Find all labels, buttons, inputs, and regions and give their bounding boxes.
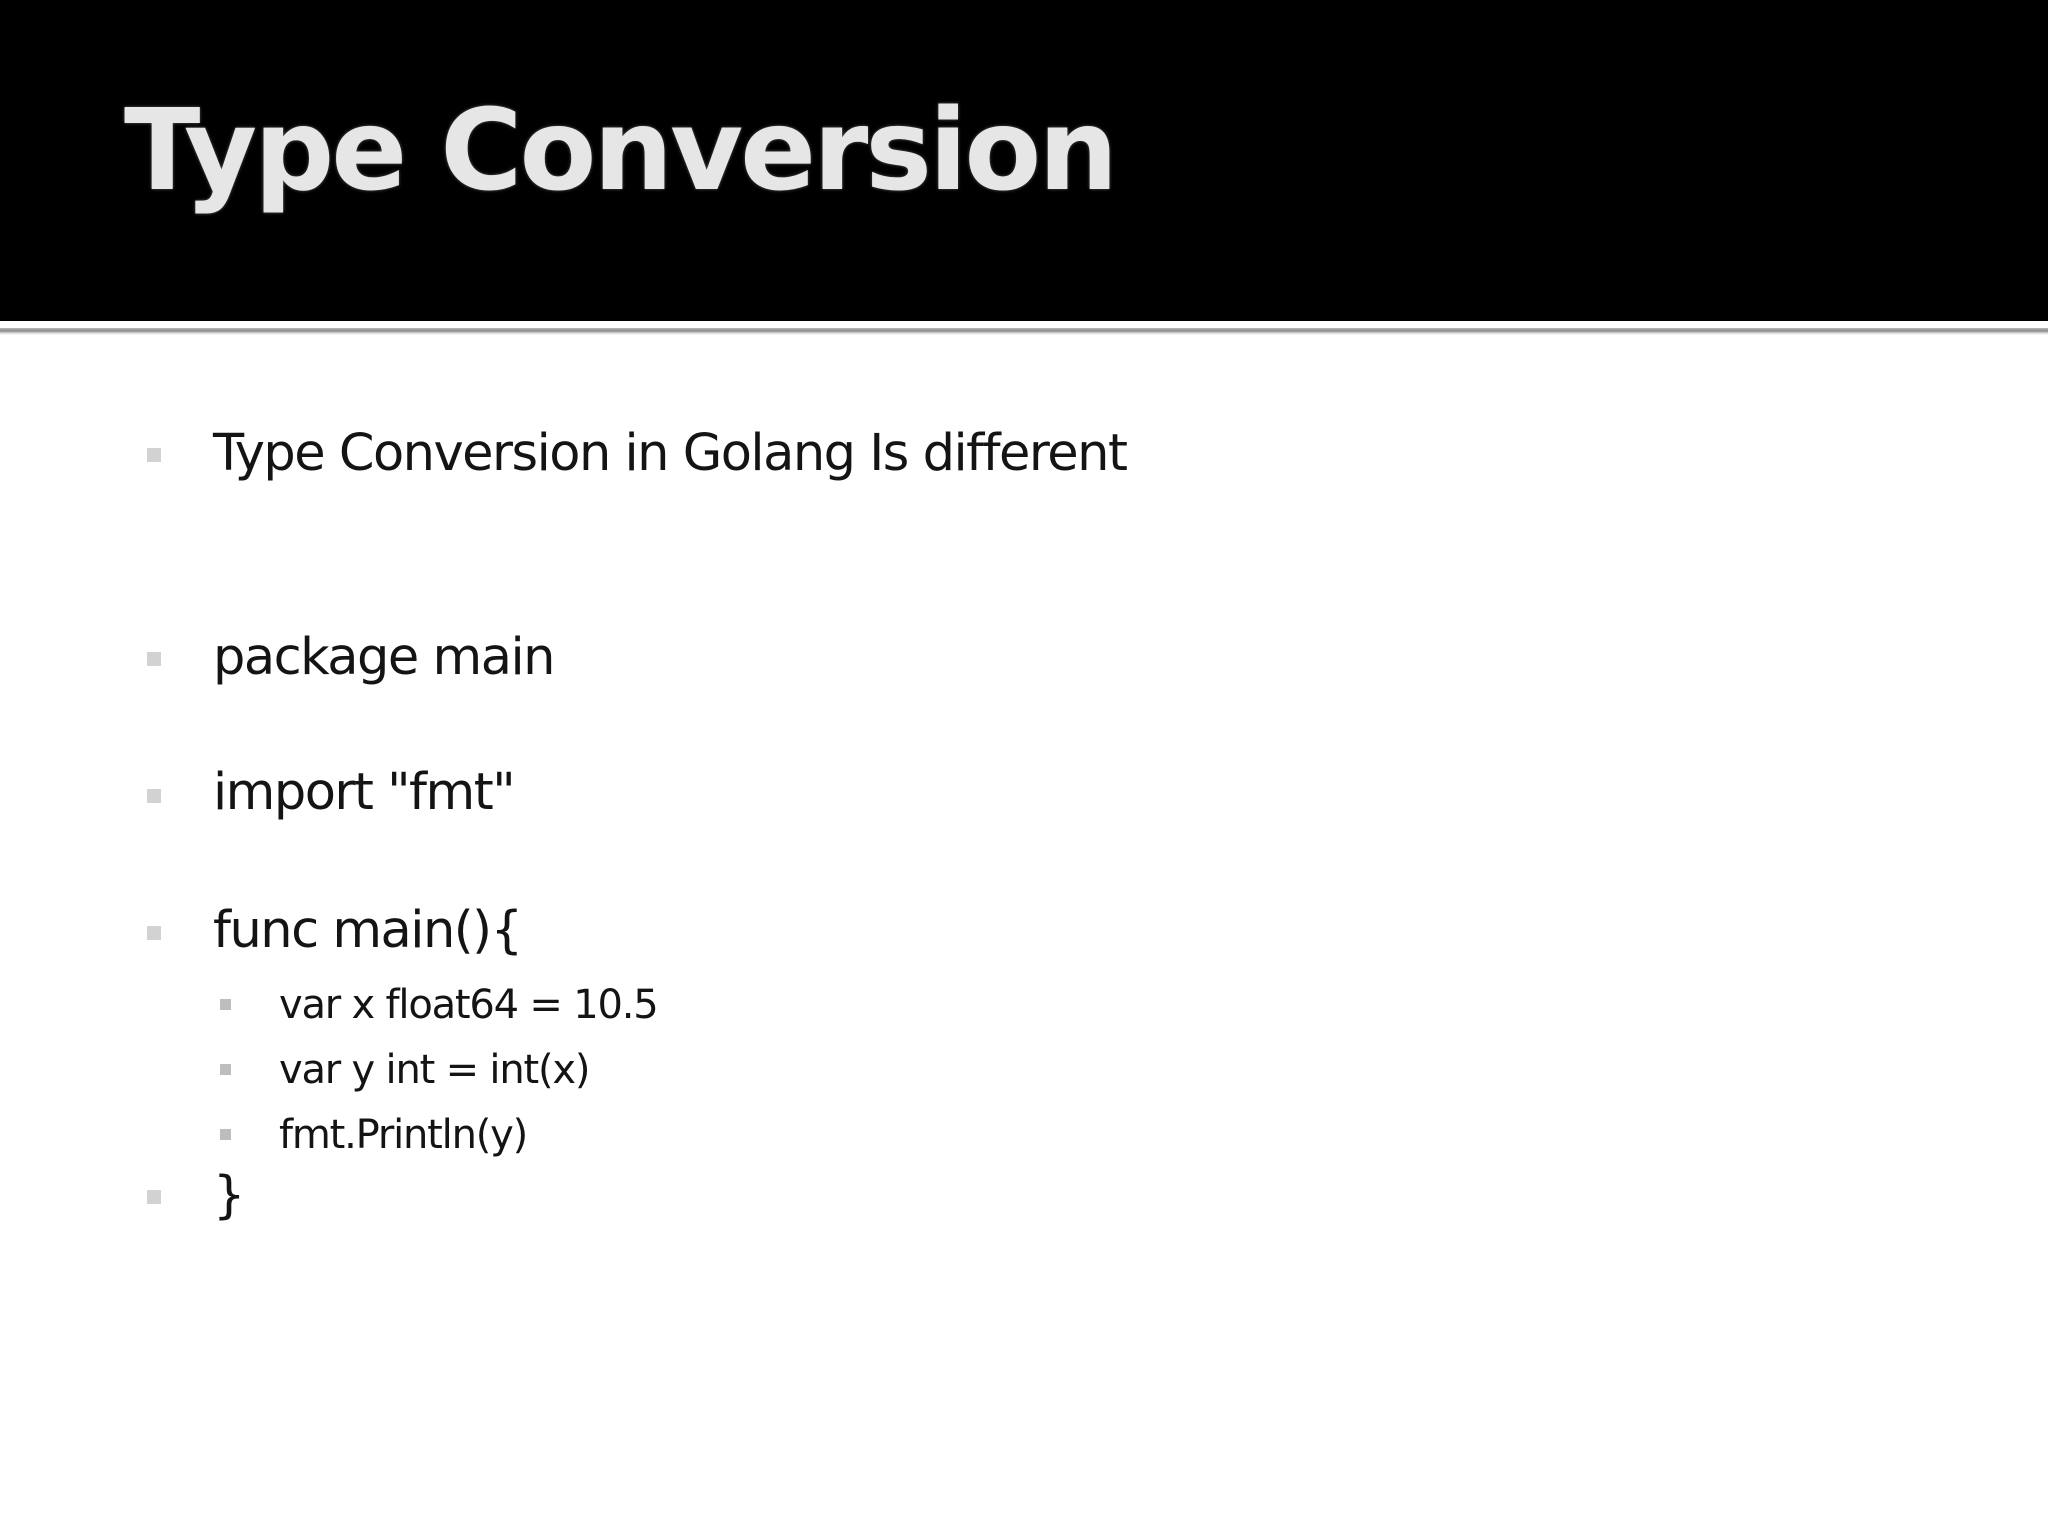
list-item: func main(){ (213, 901, 522, 960)
title-bar (0, 0, 2048, 321)
list-item: var x float64 = 10.5 (279, 982, 658, 1028)
list-item: var y int = int(x) (279, 1047, 590, 1093)
list-item: package main (213, 628, 554, 687)
list-item: fmt.Println(y) (279, 1112, 528, 1158)
bullet-marker (147, 448, 161, 462)
bullet-marker (220, 999, 231, 1010)
bullet-marker (220, 1129, 231, 1140)
list-item: import "fmt" (213, 763, 515, 822)
bullet-marker (147, 1190, 161, 1204)
list-item: Type Conversion in Golang Is different (213, 424, 1127, 483)
bullet-marker (147, 926, 161, 940)
bullet-marker (147, 789, 161, 803)
list-item: } (213, 1166, 244, 1225)
bullet-marker (220, 1064, 231, 1075)
bullet-marker (147, 652, 161, 666)
title-divider (0, 321, 2048, 335)
slide-title: Type Conversion (124, 86, 1116, 216)
